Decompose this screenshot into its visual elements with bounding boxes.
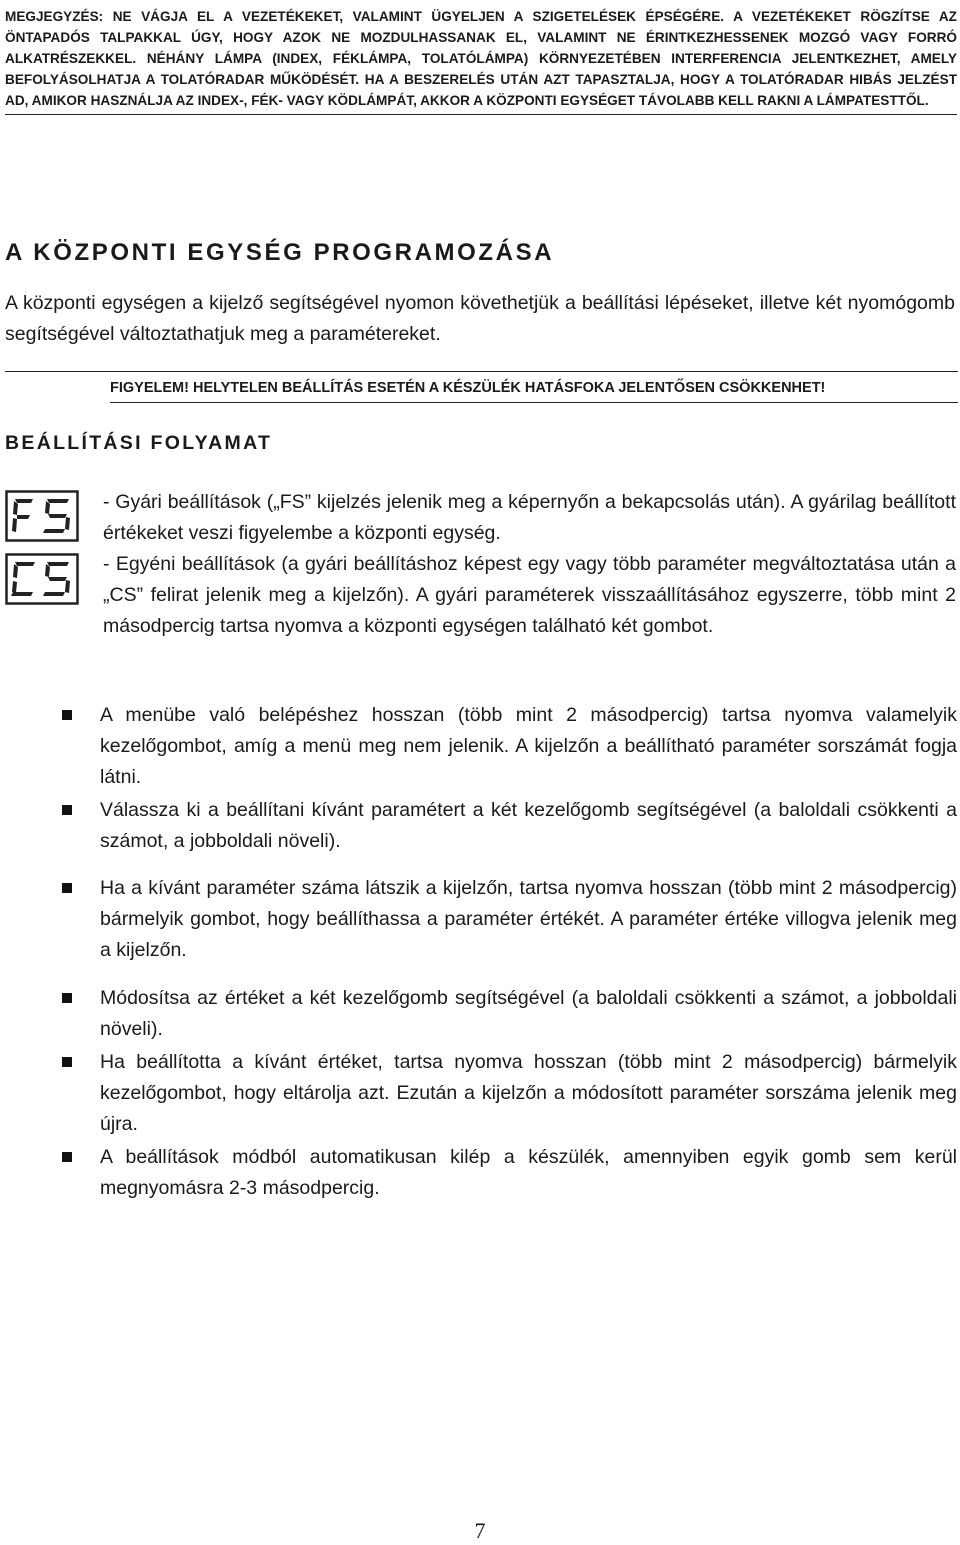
divider [110,402,958,403]
list-item: A menübe való belépéshez hosszan (több mint 2 másodpercig) tartsa nyomva valamelyik kezelőgombot, amíg a menü meg nem jelenik. A kijelzőn a beállítható paraméter sorszámát fogja látni. [62,700,957,793]
intro-paragraph: A központi egységen a kijelző segítségével nyomon követhetjük a beállítási lépéseket, illetve két nyomógomb segítségével változtathatjuk meg a paramétereket. [5,292,955,345]
cs-display-icon [5,553,79,605]
page-number: 7 [474,1518,486,1543]
fs-display-icon [5,490,79,542]
custom-settings-text: - Egyéni beállítások (a gyári beállításhoz képest egy vagy több paraméter megváltoztatása után a „CS” felirat jelenik meg a kijelzőn). A gyári paraméterek visszaállításához egyszerre, több mint 2 másodpercig tartsa nyomva a központi egységen található két gombot. [103,553,956,637]
square-bullet-icon [62,993,72,1003]
square-bullet-icon [62,883,72,893]
square-bullet-icon [62,805,72,815]
warning-text: FIGYELEM! HELYTELEN BEÁLLÍTÁS ESETÉN A KÉSZÜLÉK HATÁSFOKA JELENTŐSEN CSÖKKENHET! [110,380,826,396]
list-item: Módosítsa az értéket a két kezelőgomb segítségével (a baloldali csökkenti a számot, a jobboldali növeli). [62,983,957,1045]
list-item: A beállítások módból automatikusan kilép a készülék, amennyiben egyik gomb sem kerül megnyomásra 2-3 másodpercig. [62,1142,957,1204]
list-item: Ha a kívánt paraméter száma látszik a kijelzőn, tartsa nyomva hosszan (több mint 2 másodpercig) bármelyik gombot, hogy beállíthassa a paraméter értékét. A paraméter értéke villogva jelenik meg a kijelzőn. [62,873,957,966]
factory-settings-text: - Gyári beállítások („FS” kijelzés jelenik meg a képernyőn a bekapcsolás után). A gyárilag beállított értékeket veszi figyelembe a központi egység. [103,491,956,544]
list-item: Válassza ki a beállítani kívánt paramétert a két kezelőgomb segítségével (a baloldali csökkenti a számot, a jobboldali növeli). [62,795,957,857]
square-bullet-icon [62,1152,72,1162]
subsection-title: BEÁLLÍTÁSI FOLYAMAT [5,432,273,454]
display-modes [103,487,956,642]
section-title: A KÖZPONTI EGYSÉG PROGRAMOZÁSA [5,239,555,266]
square-bullet-icon [62,710,72,720]
square-bullet-icon [62,1057,72,1067]
setup-steps-list [62,700,957,1204]
divider [5,371,958,372]
list-item: Ha beállította a kívánt értéket, tartsa nyomva hosszan (több mint 2 másodpercig) bármelyik kezelőgombot, hogy eltárolja azt. Ezután a kijelzőn a módosított paraméter sorszáma jelenik meg újra. [62,1047,957,1140]
installation-notice: MEGJEGYZÉS: NE VÁGJA EL A VEZETÉKEKET, VALAMINT ÜGYELJEN A SZIGETELÉSEK ÉPSÉGÉRE. A VEZETÉKEKET RÖGZÍTSE AZ ÖNTAPADÓS TALPAKKAL ÚGY, HOGY AZOK NE MOZDULHASSANAK EL, VALAMINT NE ÉRINTKEZHESSENEK MOZGÓ VAGY FORRÓ ALKATRÉSZEKKEL. NÉHÁNY LÁMPA (INDEX, FÉKLÁMPA, TOLATÓLÁMPA) KÖRNYEZETÉBEN INTERFERENCIA JELENTKEZHET, AMELY BEFOLYÁSOLHATJA A TOLATÓRADAR MŰKÖDÉSÉT. HA A BESZERELÉS UTÁN AZT TAPASZTALJA, HOGY A TOLATÓRADAR HIBÁS JELZÉST AD, AMIKOR HASZNÁLJA AZ INDEX-, FÉK- VAGY KÖDLÁMPÁT, AKKOR A KÖZPONTI EGYSÉGET TÁVOLABB KELL RAKNI A LÁMPATESTTŐL. [5,6,957,115]
